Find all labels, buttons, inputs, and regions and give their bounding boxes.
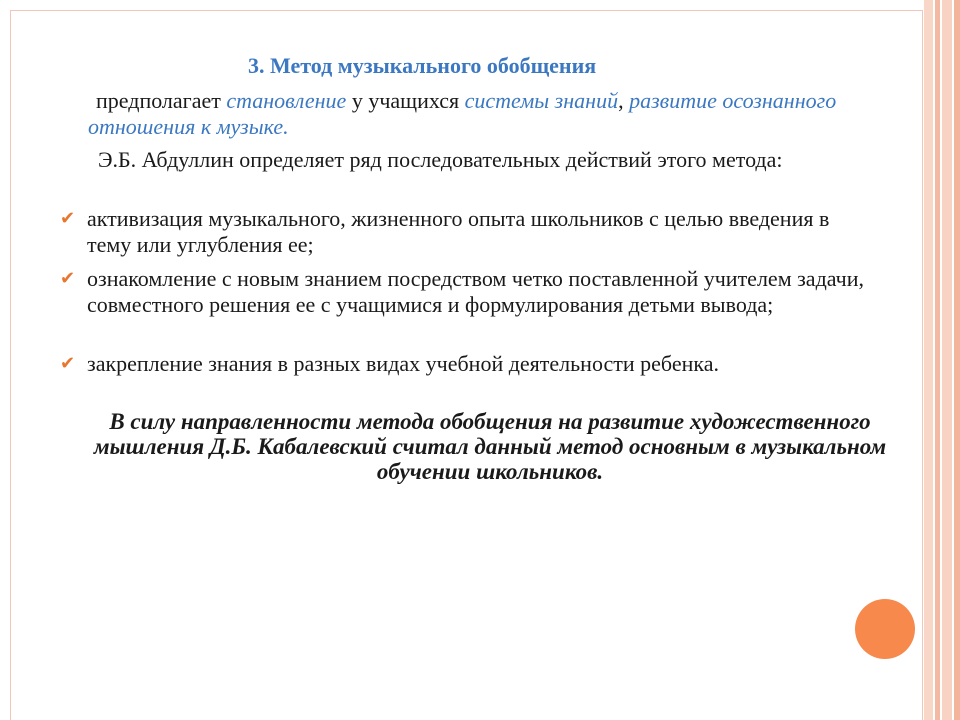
- second-paragraph: [88, 147, 878, 173]
- check-icon: ✔: [60, 208, 76, 229]
- check-icon: ✔: [60, 268, 76, 289]
- intro-lead: предполагает: [96, 88, 227, 113]
- decorative-stripe: [942, 0, 952, 720]
- conclusion-paragraph: В силу направленности метода обобщения на развитие художественного мышления Д.Б. Кабалевский считал данный метод основным в музыкальном обучении школьников.: [93, 409, 887, 484]
- intro-comma: ,: [618, 88, 624, 113]
- decorative-stripe: [954, 0, 960, 720]
- slide-title: 3. Метод музыкального обобщения: [248, 53, 597, 78]
- emphasis-term: системы знаний: [464, 88, 619, 113]
- decorative-circle: [855, 599, 915, 659]
- intro-paragraph: [88, 88, 878, 140]
- second-paragraph-text: Э.Б. Абдуллин определяет ряд последовательных действий этого метода:: [98, 147, 783, 172]
- list-item-text: ознакомление с новым знанием посредством четко поставленной учителем задачи, совместного решения ее с учащимися и формулирования детьми вывода;: [87, 266, 864, 317]
- emphasis-term: становление: [226, 88, 347, 113]
- list-item: [60, 266, 870, 318]
- list-item: [60, 351, 870, 377]
- list-item: [60, 206, 870, 258]
- decorative-stripe: [935, 0, 940, 720]
- list-item-text: закрепление знания в разных видах учебной деятельности ребенка.: [87, 351, 719, 376]
- decorative-stripe: [924, 0, 933, 720]
- check-icon: ✔: [60, 353, 76, 374]
- list-item-text: активизация музыкального, жизненного опыта школьников с целью введения в тему или углубления ее;: [87, 206, 830, 257]
- emphasis-term: развитие осознанного отношения к музыке.: [88, 88, 837, 139]
- intro-mid: у учащихся: [346, 88, 465, 113]
